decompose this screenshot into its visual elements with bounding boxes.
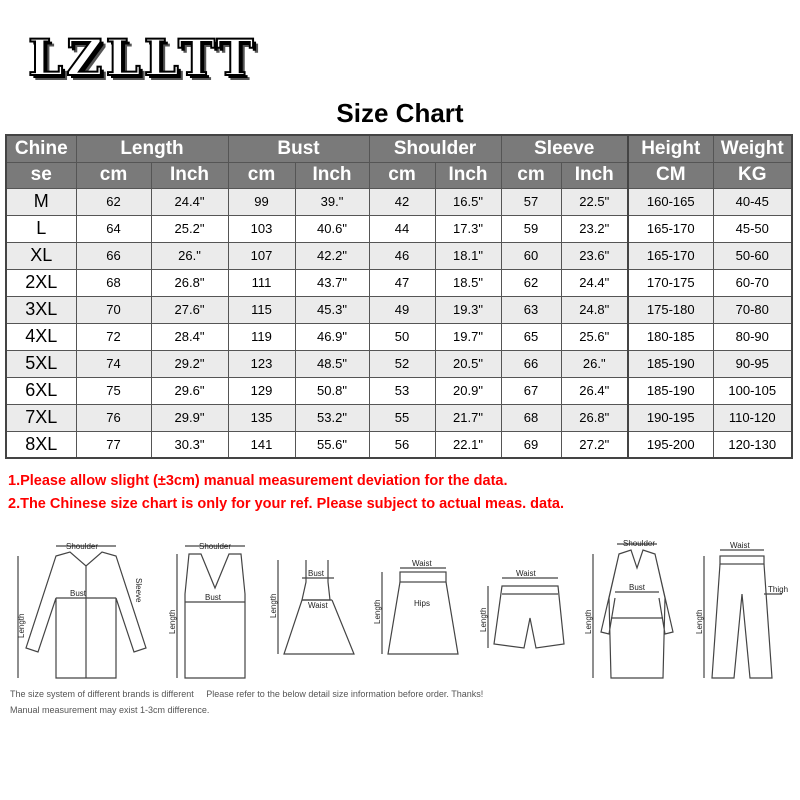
footer-line-1b: Please refer to the below detail size information before order. Thanks! bbox=[206, 689, 484, 699]
bust-label: Bust bbox=[205, 593, 222, 602]
length-in-cell: 29.6" bbox=[151, 377, 228, 404]
table-row bbox=[628, 350, 792, 377]
table-row bbox=[628, 242, 792, 269]
bust-cm-cell: 111 bbox=[228, 269, 295, 296]
size-header-cont: se bbox=[6, 162, 76, 188]
size-cell: 4XL bbox=[6, 323, 76, 350]
sleeve-cm-cell: 69 bbox=[501, 431, 561, 458]
sleeve-in-cell: 23.6" bbox=[561, 242, 628, 269]
size-table-body bbox=[6, 188, 628, 458]
table-row bbox=[6, 242, 628, 269]
shoulder-cm-cell: 53 bbox=[369, 377, 435, 404]
blouse-illustration bbox=[8, 538, 156, 691]
bust-cm-cell: 107 bbox=[228, 242, 295, 269]
page-title: Size Chart bbox=[336, 98, 464, 128]
shoulder-in-cell: 20.9" bbox=[435, 377, 501, 404]
sleeve-cm-cell: 57 bbox=[501, 188, 561, 215]
length-cm-cell: 68 bbox=[76, 269, 151, 296]
shoulder-cm-cell: 56 bbox=[369, 431, 435, 458]
sleeve-header: Sleeve bbox=[501, 135, 628, 162]
sleeve-in-cell: 25.6" bbox=[561, 323, 628, 350]
height-weight-table bbox=[627, 134, 793, 459]
note-2: 2.The Chinese size chart is only for your ref. Please subject to actual meas. data. bbox=[8, 496, 565, 512]
height-cell: 175-180 bbox=[628, 296, 713, 323]
bust-cm-cell: 99 bbox=[228, 188, 295, 215]
sleeve-in-cell: 27.2" bbox=[561, 431, 628, 458]
shoulder-in-cell: 16.5" bbox=[435, 188, 501, 215]
hw-header-row bbox=[628, 135, 792, 162]
pants-illustration bbox=[692, 538, 792, 691]
shorts-illustration bbox=[478, 538, 578, 691]
height-cell: 180-185 bbox=[628, 323, 713, 350]
table-row bbox=[628, 377, 792, 404]
length-cm-cell: 74 bbox=[76, 350, 151, 377]
size-cell: M bbox=[6, 188, 76, 215]
waist-label: Waist bbox=[516, 569, 536, 578]
shoulder-in-cell: 17.3" bbox=[435, 215, 501, 242]
length-label: Length bbox=[373, 599, 382, 624]
unit-cm: cm bbox=[228, 162, 295, 188]
coat-illustration bbox=[585, 538, 685, 691]
weight-cell: 70-80 bbox=[713, 296, 792, 323]
height-cell: 165-170 bbox=[628, 242, 713, 269]
length-in-cell: 30.3" bbox=[151, 431, 228, 458]
waist-label: Waist bbox=[412, 559, 432, 568]
size-table bbox=[5, 134, 629, 459]
sleeve-in-cell: 24.8" bbox=[561, 296, 628, 323]
bust-cm-cell: 123 bbox=[228, 350, 295, 377]
table-row bbox=[6, 404, 628, 431]
shoulder-in-cell: 18.5" bbox=[435, 269, 501, 296]
bust-in-cell: 39." bbox=[295, 188, 369, 215]
unit-cm: cm bbox=[369, 162, 435, 188]
bust-header: Bust bbox=[228, 135, 369, 162]
shoulder-cm-cell: 55 bbox=[369, 404, 435, 431]
shoulder-label: Shoulder bbox=[199, 542, 232, 551]
header-row-groups bbox=[6, 135, 628, 162]
unit-cm: cm bbox=[501, 162, 561, 188]
thigh-label: Thigh bbox=[768, 585, 789, 594]
sleeve-in-cell: 26.4" bbox=[561, 377, 628, 404]
weight-cell: 110-120 bbox=[713, 404, 792, 431]
shoulder-in-cell: 18.1" bbox=[435, 242, 501, 269]
sleeve-in-cell: 24.4" bbox=[561, 269, 628, 296]
table-row bbox=[628, 215, 792, 242]
shoulder-in-cell: 19.7" bbox=[435, 323, 501, 350]
shoulder-cm-cell: 46 bbox=[369, 242, 435, 269]
length-label: Length bbox=[168, 609, 177, 634]
height-cell: 160-165 bbox=[628, 188, 713, 215]
length-cm-cell: 70 bbox=[76, 296, 151, 323]
table-row bbox=[628, 269, 792, 296]
footer-text bbox=[10, 686, 493, 718]
length-in-cell: 24.4" bbox=[151, 188, 228, 215]
tank-illustration bbox=[165, 538, 265, 691]
sleeve-label: Sleeve bbox=[134, 578, 143, 603]
shoulder-cm-cell: 44 bbox=[369, 215, 435, 242]
bust-cm-cell: 129 bbox=[228, 377, 295, 404]
bust-cm-cell: 103 bbox=[228, 215, 295, 242]
length-cm-cell: 64 bbox=[76, 215, 151, 242]
unit-inch: Inch bbox=[435, 162, 501, 188]
bust-label: Bust bbox=[629, 583, 646, 592]
weight-cell: 60-70 bbox=[713, 269, 792, 296]
table-row bbox=[628, 404, 792, 431]
size-cell: 2XL bbox=[6, 269, 76, 296]
sleeve-in-cell: 23.2" bbox=[561, 215, 628, 242]
shoulder-label: Shoulder bbox=[66, 542, 99, 551]
length-cm-cell: 72 bbox=[76, 323, 151, 350]
footer-line-2: Manual measurement may exist 1-3cm difference. bbox=[10, 705, 210, 715]
table-row bbox=[6, 323, 628, 350]
length-in-cell: 26." bbox=[151, 242, 228, 269]
length-in-cell: 28.4" bbox=[151, 323, 228, 350]
unit-inch: Inch bbox=[561, 162, 628, 188]
shoulder-cm-cell: 50 bbox=[369, 323, 435, 350]
bust-label: Bust bbox=[70, 589, 87, 598]
length-label: Length bbox=[17, 613, 26, 638]
hw-unit-row bbox=[628, 162, 792, 188]
bust-in-cell: 45.3" bbox=[295, 296, 369, 323]
sleeve-in-cell: 26." bbox=[561, 350, 628, 377]
length-label: Length bbox=[269, 593, 278, 618]
height-weight-body bbox=[628, 188, 792, 458]
height-unit: CM bbox=[628, 162, 713, 188]
shoulder-header: Shoulder bbox=[369, 135, 501, 162]
sleeve-in-cell: 26.8" bbox=[561, 404, 628, 431]
sleeve-cm-cell: 66 bbox=[501, 350, 561, 377]
sleeve-cm-cell: 63 bbox=[501, 296, 561, 323]
shoulder-cm-cell: 52 bbox=[369, 350, 435, 377]
shoulder-in-cell: 20.5" bbox=[435, 350, 501, 377]
shoulder-label: Shoulder bbox=[623, 539, 656, 548]
table-row bbox=[6, 269, 628, 296]
bust-cm-cell: 119 bbox=[228, 323, 295, 350]
size-cell: XL bbox=[6, 242, 76, 269]
notes bbox=[8, 470, 564, 516]
dress-illustration bbox=[269, 538, 362, 691]
length-label: Length bbox=[584, 609, 593, 634]
note-1: 1.Please allow slight (±3cm) manual measurement deviation for the data. bbox=[8, 473, 508, 489]
brand-logo: LZLLTT bbox=[28, 28, 257, 87]
weight-unit: KG bbox=[713, 162, 792, 188]
measurement-illustrations bbox=[0, 538, 800, 688]
bust-cm-cell: 115 bbox=[228, 296, 295, 323]
length-in-cell: 27.6" bbox=[151, 296, 228, 323]
height-cell: 195-200 bbox=[628, 431, 713, 458]
table-row bbox=[628, 296, 792, 323]
height-cell: 190-195 bbox=[628, 404, 713, 431]
unit-cm: cm bbox=[76, 162, 151, 188]
header-row-units bbox=[6, 162, 628, 188]
bust-in-cell: 55.6" bbox=[295, 431, 369, 458]
table-row bbox=[628, 323, 792, 350]
unit-inch: Inch bbox=[151, 162, 228, 188]
bust-in-cell: 42.2" bbox=[295, 242, 369, 269]
weight-header: Weight bbox=[713, 135, 792, 162]
table-row bbox=[628, 188, 792, 215]
size-cell: 5XL bbox=[6, 350, 76, 377]
height-cell: 165-170 bbox=[628, 215, 713, 242]
length-header: Length bbox=[76, 135, 228, 162]
length-cm-cell: 62 bbox=[76, 188, 151, 215]
bust-label: Bust bbox=[308, 569, 325, 578]
weight-cell: 50-60 bbox=[713, 242, 792, 269]
bust-in-cell: 50.8" bbox=[295, 377, 369, 404]
weight-cell: 45-50 bbox=[713, 215, 792, 242]
sleeve-cm-cell: 67 bbox=[501, 377, 561, 404]
skirt-illustration bbox=[370, 538, 470, 691]
bust-in-cell: 48.5" bbox=[295, 350, 369, 377]
size-header: Chine bbox=[6, 135, 76, 162]
bust-cm-cell: 135 bbox=[228, 404, 295, 431]
table-row bbox=[6, 350, 628, 377]
table-row bbox=[6, 215, 628, 242]
shoulder-cm-cell: 47 bbox=[369, 269, 435, 296]
height-cell: 185-190 bbox=[628, 350, 713, 377]
sleeve-cm-cell: 59 bbox=[501, 215, 561, 242]
weight-cell: 100-105 bbox=[713, 377, 792, 404]
bust-in-cell: 46.9" bbox=[295, 323, 369, 350]
weight-cell: 120-130 bbox=[713, 431, 792, 458]
table-row bbox=[6, 431, 628, 458]
length-cm-cell: 76 bbox=[76, 404, 151, 431]
sleeve-cm-cell: 68 bbox=[501, 404, 561, 431]
sleeve-cm-cell: 62 bbox=[501, 269, 561, 296]
size-cell: 3XL bbox=[6, 296, 76, 323]
sleeve-in-cell: 22.5" bbox=[561, 188, 628, 215]
sleeve-cm-cell: 60 bbox=[501, 242, 561, 269]
size-cell: L bbox=[6, 215, 76, 242]
shoulder-in-cell: 22.1" bbox=[435, 431, 501, 458]
weight-cell: 80-90 bbox=[713, 323, 792, 350]
unit-inch: Inch bbox=[295, 162, 369, 188]
height-cell: 170-175 bbox=[628, 269, 713, 296]
shoulder-in-cell: 21.7" bbox=[435, 404, 501, 431]
length-in-cell: 29.9" bbox=[151, 404, 228, 431]
bust-in-cell: 43.7" bbox=[295, 269, 369, 296]
size-cell: 6XL bbox=[6, 377, 76, 404]
length-cm-cell: 75 bbox=[76, 377, 151, 404]
shoulder-cm-cell: 49 bbox=[369, 296, 435, 323]
table-row bbox=[628, 431, 792, 458]
sleeve-cm-cell: 65 bbox=[501, 323, 561, 350]
length-in-cell: 25.2" bbox=[151, 215, 228, 242]
height-cell: 185-190 bbox=[628, 377, 713, 404]
weight-cell: 90-95 bbox=[713, 350, 792, 377]
waist-label: Waist bbox=[730, 541, 750, 550]
length-label: Length bbox=[479, 607, 488, 632]
length-label: Length bbox=[695, 609, 704, 634]
length-in-cell: 26.8" bbox=[151, 269, 228, 296]
size-cell: 8XL bbox=[6, 431, 76, 458]
weight-cell: 40-45 bbox=[713, 188, 792, 215]
length-cm-cell: 66 bbox=[76, 242, 151, 269]
shoulder-cm-cell: 42 bbox=[369, 188, 435, 215]
footer-line-1a: The size system of different brands is different bbox=[10, 689, 194, 699]
table-row bbox=[6, 188, 628, 215]
length-cm-cell: 77 bbox=[76, 431, 151, 458]
height-header: Height bbox=[628, 135, 713, 162]
size-cell: 7XL bbox=[6, 404, 76, 431]
waist-label: Waist bbox=[308, 601, 328, 610]
hips-label: Hips bbox=[414, 599, 431, 608]
length-in-cell: 29.2" bbox=[151, 350, 228, 377]
shoulder-in-cell: 19.3" bbox=[435, 296, 501, 323]
bust-in-cell: 53.2" bbox=[295, 404, 369, 431]
table-row bbox=[6, 377, 628, 404]
bust-in-cell: 40.6" bbox=[295, 215, 369, 242]
table-row bbox=[6, 296, 628, 323]
bust-cm-cell: 141 bbox=[228, 431, 295, 458]
